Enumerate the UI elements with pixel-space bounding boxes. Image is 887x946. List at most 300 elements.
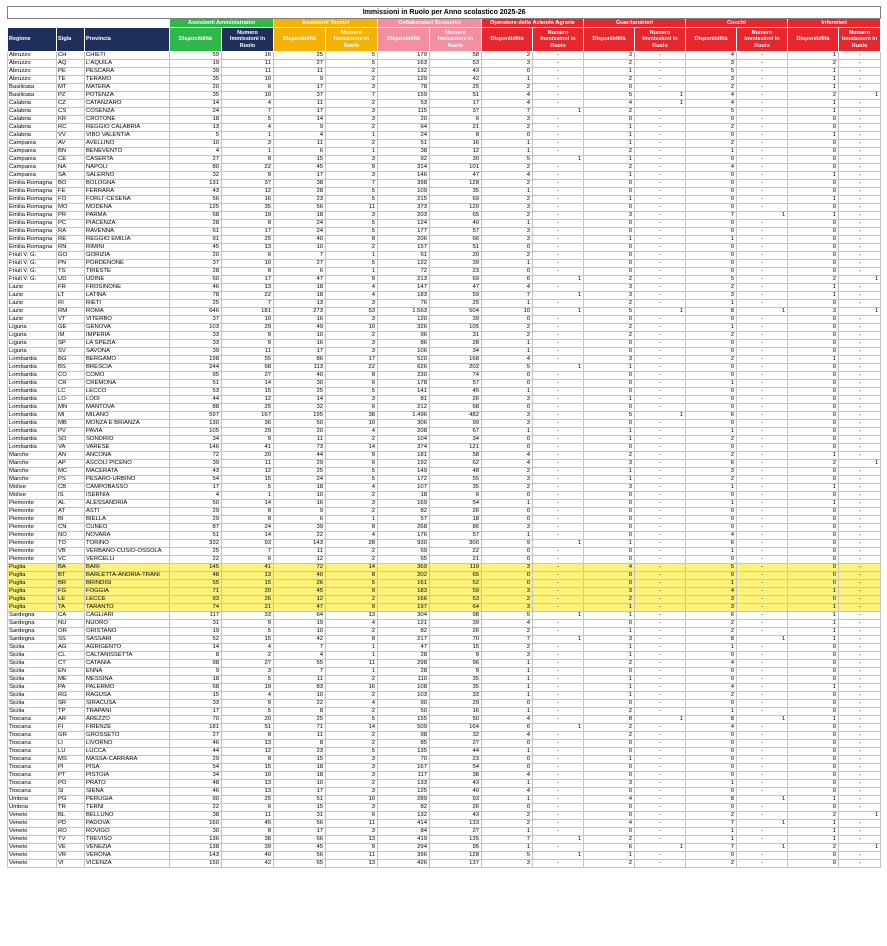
spreadsheet xyxy=(7,6,879,868)
cell-provincia: BARLETTA-ANDRIA-TRANI xyxy=(85,572,170,580)
cell-disponibilita: 0 xyxy=(788,428,839,436)
cell-numero: - xyxy=(533,140,584,148)
cell-numero: 7 xyxy=(326,92,378,100)
cell-disponibilita: 3 xyxy=(584,52,635,60)
cell-numero: - xyxy=(737,628,788,636)
cell-numero: - xyxy=(533,492,584,500)
cell-numero: 62 xyxy=(430,460,482,468)
cell-provincia: PESCARA xyxy=(85,68,170,76)
cell-disponibilita: 2 xyxy=(584,108,635,116)
cell-numero: - xyxy=(737,724,788,732)
table-row xyxy=(8,332,881,340)
cell-numero: - xyxy=(533,532,584,540)
group-header-1: Assistenti Tecnici xyxy=(274,19,378,28)
cell-numero: 1 xyxy=(839,92,881,100)
cell-sigla: SO xyxy=(57,436,85,444)
cell-disponibilita: 11 xyxy=(274,436,326,444)
cell-disponibilita: 12 xyxy=(274,556,326,564)
cell-disponibilita: 0 xyxy=(584,188,635,196)
cell-numero: 3 xyxy=(326,804,378,812)
cell-disponibilita: 39 xyxy=(170,460,222,468)
cell-disponibilita: 39 xyxy=(170,348,222,356)
cell-sigla: SS xyxy=(57,636,85,644)
cell-numero: - xyxy=(635,52,686,60)
cell-disponibilita: 20 xyxy=(274,428,326,436)
cell-numero: 11 xyxy=(326,660,378,668)
table-row xyxy=(8,660,881,668)
cell-provincia: PORDENONE xyxy=(85,260,170,268)
cell-sigla: RN xyxy=(57,244,85,252)
cell-numero: - xyxy=(839,396,881,404)
header-disponibilita-4: Disponibilità xyxy=(584,28,635,52)
cell-disponibilita: 0 xyxy=(788,756,839,764)
cell-numero: 8 xyxy=(326,572,378,580)
cell-numero: 5 xyxy=(326,196,378,204)
cell-regione: Lombardia xyxy=(8,364,57,372)
cell-numero: - xyxy=(533,132,584,140)
cell-disponibilita: 0 xyxy=(788,124,839,132)
cell-disponibilita: 1 xyxy=(482,844,533,852)
cell-numero: 10 xyxy=(326,420,378,428)
cell-provincia: CALTANISSETTA xyxy=(85,652,170,660)
cell-numero: 11 xyxy=(326,820,378,828)
table-row xyxy=(8,564,881,572)
cell-provincia: PIACENZA xyxy=(85,220,170,228)
cell-disponibilita: 2 xyxy=(482,812,533,820)
cell-disponibilita: 80 xyxy=(170,164,222,172)
cell-disponibilita: 1 xyxy=(584,156,635,164)
cell-disponibilita: 7 xyxy=(686,820,737,828)
cell-disponibilita: 0 xyxy=(788,116,839,124)
cell-numero: - xyxy=(737,516,788,524)
cell-disponibilita: 2 xyxy=(482,820,533,828)
cell-numero: - xyxy=(737,804,788,812)
cell-disponibilita: 0 xyxy=(686,756,737,764)
cell-sigla: KR xyxy=(57,116,85,124)
cell-numero: - xyxy=(839,692,881,700)
cell-disponibilita: 0 xyxy=(788,220,839,228)
cell-numero: - xyxy=(737,452,788,460)
cell-disponibilita: 0 xyxy=(788,300,839,308)
cell-disponibilita: 0 xyxy=(788,380,839,388)
cell-disponibilita: 20 xyxy=(170,252,222,260)
cell-disponibilita: 70 xyxy=(378,756,430,764)
cell-numero: 10 xyxy=(222,92,274,100)
cell-provincia: TERAMO xyxy=(85,76,170,84)
cell-numero: 3 xyxy=(222,140,274,148)
cell-numero: 53 xyxy=(430,60,482,68)
cell-provincia: MASSA-CARRARA xyxy=(85,756,170,764)
cell-provincia: TREVISO xyxy=(85,836,170,844)
cell-disponibilita: 5 xyxy=(686,276,737,284)
cell-numero: 31 xyxy=(430,332,482,340)
cell-numero: - xyxy=(533,428,584,436)
cell-numero: - xyxy=(839,556,881,564)
cell-disponibilita: 181 xyxy=(170,724,222,732)
cell-numero: - xyxy=(737,292,788,300)
cell-numero: 1 xyxy=(635,308,686,316)
cell-numero: - xyxy=(635,164,686,172)
cell-disponibilita: 0 xyxy=(788,372,839,380)
cell-numero: 482 xyxy=(430,412,482,420)
cell-disponibilita: 1 xyxy=(686,300,737,308)
cell-disponibilita: 25 xyxy=(170,548,222,556)
cell-disponibilita: 2 xyxy=(482,196,533,204)
cell-numero: 38 xyxy=(222,836,274,844)
cell-provincia: ANCONA xyxy=(85,452,170,460)
cell-sigla: GO xyxy=(57,252,85,260)
cell-disponibilita: 0 xyxy=(584,804,635,812)
cell-numero: 16 xyxy=(326,684,378,692)
cell-numero: - xyxy=(737,244,788,252)
cell-numero: 1 xyxy=(326,516,378,524)
cell-provincia: BERGAMO xyxy=(85,356,170,364)
cell-numero: 37 xyxy=(222,180,274,188)
cell-numero: - xyxy=(839,700,881,708)
cell-disponibilita: 10 xyxy=(274,492,326,500)
cell-disponibilita: 7 xyxy=(482,292,533,300)
cell-numero: - xyxy=(839,388,881,396)
cell-numero: - xyxy=(737,692,788,700)
cell-numero: - xyxy=(737,172,788,180)
cell-disponibilita: 1 xyxy=(482,692,533,700)
cell-regione: Campania xyxy=(8,164,57,172)
table-row xyxy=(8,852,881,860)
cell-numero: - xyxy=(635,236,686,244)
cell-disponibilita: 1 xyxy=(788,484,839,492)
cell-regione: Abruzzo xyxy=(8,76,57,84)
cell-numero: - xyxy=(737,676,788,684)
cell-disponibilita: 197 xyxy=(378,604,430,612)
cell-disponibilita: 0 xyxy=(482,572,533,580)
cell-disponibilita: 178 xyxy=(378,380,430,388)
cell-numero: - xyxy=(839,716,881,724)
cell-regione: Lombardia xyxy=(8,396,57,404)
cell-numero: - xyxy=(533,460,584,468)
cell-numero: - xyxy=(635,580,686,588)
cell-provincia: VITERBO xyxy=(85,316,170,324)
cell-disponibilita: 120 xyxy=(378,316,430,324)
cell-numero: 8 xyxy=(326,372,378,380)
table-row xyxy=(8,740,881,748)
cell-numero: - xyxy=(737,764,788,772)
cell-numero: - xyxy=(737,444,788,452)
cell-sigla: AG xyxy=(57,644,85,652)
cell-disponibilita: 0 xyxy=(584,316,635,324)
cell-numero: 9 xyxy=(222,436,274,444)
cell-numero: - xyxy=(839,764,881,772)
table-row xyxy=(8,468,881,476)
cell-disponibilita: 143 xyxy=(170,852,222,860)
cell-disponibilita: 2 xyxy=(788,844,839,852)
cell-numero: - xyxy=(737,540,788,548)
cell-sigla: VA xyxy=(57,444,85,452)
cell-numero: - xyxy=(635,436,686,444)
cell-provincia: SASSARI xyxy=(85,636,170,644)
cell-numero: - xyxy=(737,324,788,332)
cell-regione: Umbria xyxy=(8,804,57,812)
cell-disponibilita: 0 xyxy=(584,228,635,236)
cell-regione: Lombardia xyxy=(8,420,57,428)
cell-numero: - xyxy=(737,852,788,860)
cell-numero: 3 xyxy=(326,156,378,164)
cell-numero: - xyxy=(737,252,788,260)
cell-disponibilita: 419 xyxy=(378,836,430,844)
cell-numero: - xyxy=(533,420,584,428)
cell-numero: - xyxy=(533,860,584,868)
cell-sigla: PV xyxy=(57,428,85,436)
cell-numero: - xyxy=(839,84,881,92)
table-row xyxy=(8,212,881,220)
cell-disponibilita: 16 xyxy=(274,500,326,508)
cell-numero: 15 xyxy=(222,388,274,396)
cell-numero: 34 xyxy=(430,348,482,356)
cell-numero: 57 xyxy=(430,228,482,236)
cell-disponibilita: 0 xyxy=(788,700,839,708)
cell-numero: 35 xyxy=(222,204,274,212)
cell-provincia: FIRENZE xyxy=(85,724,170,732)
cell-regione: Basilicata xyxy=(8,92,57,100)
table-row xyxy=(8,372,881,380)
cell-disponibilita: 22 xyxy=(170,556,222,564)
cell-numero: 41 xyxy=(222,444,274,452)
cell-disponibilita: 95 xyxy=(170,372,222,380)
cell-disponibilita: 133 xyxy=(378,780,430,788)
cell-numero: 4 xyxy=(222,124,274,132)
cell-numero: 167 xyxy=(222,412,274,420)
cell-disponibilita: 1 xyxy=(482,76,533,84)
cell-disponibilita: 146 xyxy=(378,172,430,180)
cell-numero: 8 xyxy=(222,756,274,764)
cell-provincia: COSENZA xyxy=(85,108,170,116)
cell-disponibilita: 1 xyxy=(482,748,533,756)
cell-disponibilita: 0 xyxy=(686,652,737,660)
cell-sigla: LU xyxy=(57,748,85,756)
cell-numero: 105 xyxy=(430,324,482,332)
table-row xyxy=(8,556,881,564)
cell-numero: 40 xyxy=(430,788,482,796)
cell-disponibilita: 0 xyxy=(788,708,839,716)
cell-disponibilita: 0 xyxy=(686,260,737,268)
cell-provincia: PRATO xyxy=(85,780,170,788)
cell-numero: 11 xyxy=(222,68,274,76)
cell-disponibilita: 17 xyxy=(274,172,326,180)
cell-numero: - xyxy=(635,356,686,364)
cell-provincia: SALERNO xyxy=(85,172,170,180)
cell-disponibilita: 2 xyxy=(482,212,533,220)
cell-numero: 67 xyxy=(430,428,482,436)
cell-disponibilita: 42 xyxy=(274,636,326,644)
cell-numero: - xyxy=(737,140,788,148)
cell-disponibilita: 1 xyxy=(482,668,533,676)
cell-disponibilita: 10 xyxy=(274,692,326,700)
cell-disponibilita: 206 xyxy=(378,236,430,244)
cell-numero: - xyxy=(533,756,584,764)
cell-provincia: ALESSANDRIA xyxy=(85,500,170,508)
cell-disponibilita: 2 xyxy=(482,252,533,260)
cell-sigla: NU xyxy=(57,620,85,628)
cell-disponibilita: 0 xyxy=(788,436,839,444)
cell-numero: - xyxy=(533,596,584,604)
cell-numero: 6 xyxy=(222,84,274,92)
cell-numero: - xyxy=(839,140,881,148)
cell-numero: - xyxy=(635,740,686,748)
cell-numero: - xyxy=(533,812,584,820)
cell-disponibilita: 29 xyxy=(170,756,222,764)
cell-numero: 11 xyxy=(222,460,274,468)
cell-sigla: TO xyxy=(57,540,85,548)
cell-disponibilita: 273 xyxy=(274,308,326,316)
cell-provincia: REGGIO CALABRIA xyxy=(85,124,170,132)
cell-sigla: RC xyxy=(57,124,85,132)
cell-numero: 5 xyxy=(222,628,274,636)
cell-numero: 14 xyxy=(222,380,274,388)
cell-numero: 9 xyxy=(326,844,378,852)
cell-numero: - xyxy=(839,492,881,500)
cell-disponibilita: 17 xyxy=(274,788,326,796)
cell-numero: - xyxy=(635,652,686,660)
cell-disponibilita: 0 xyxy=(584,340,635,348)
cell-disponibilita: 0 xyxy=(788,180,839,188)
cell-disponibilita: 4 xyxy=(482,100,533,108)
cell-numero: 6 xyxy=(222,252,274,260)
cell-disponibilita: 22 xyxy=(170,804,222,812)
cell-numero: - xyxy=(737,180,788,188)
table-row xyxy=(8,780,881,788)
cell-disponibilita: 50 xyxy=(274,420,326,428)
cell-numero: 44 xyxy=(430,748,482,756)
cell-provincia: L'AQUILA xyxy=(85,60,170,68)
cell-numero: - xyxy=(533,604,584,612)
cell-regione: Toscana xyxy=(8,780,57,788)
cell-numero: - xyxy=(635,292,686,300)
cell-disponibilita: 5 xyxy=(482,612,533,620)
cell-disponibilita: 135 xyxy=(378,748,430,756)
table-row xyxy=(8,804,881,812)
cell-disponibilita: 5 xyxy=(482,852,533,860)
cell-disponibilita: 8 xyxy=(686,308,737,316)
cell-numero: 15 xyxy=(222,476,274,484)
cell-numero: - xyxy=(737,700,788,708)
cell-disponibilita: 7 xyxy=(686,844,737,852)
cell-regione: Puglia xyxy=(8,564,57,572)
cell-numero: 15 xyxy=(430,644,482,652)
cell-disponibilita: 103 xyxy=(170,324,222,332)
cell-numero: - xyxy=(635,524,686,532)
cell-disponibilita: 0 xyxy=(788,548,839,556)
cell-numero: - xyxy=(635,284,686,292)
cell-provincia: LUCCA xyxy=(85,748,170,756)
cell-numero: 6 xyxy=(222,556,274,564)
cell-disponibilita: 3 xyxy=(482,652,533,660)
cell-numero: - xyxy=(737,372,788,380)
cell-disponibilita: 0 xyxy=(584,380,635,388)
cell-disponibilita: 0 xyxy=(788,156,839,164)
cell-disponibilita: 0 xyxy=(584,420,635,428)
cell-regione: Calabria xyxy=(8,100,57,108)
cell-numero: - xyxy=(737,428,788,436)
immissioni-table xyxy=(7,6,881,868)
cell-numero: 9 xyxy=(222,172,274,180)
cell-regione: Lombardia xyxy=(8,388,57,396)
cell-disponibilita: 0 xyxy=(788,316,839,324)
cell-disponibilita: 14 xyxy=(274,116,326,124)
cell-disponibilita: 0 xyxy=(482,508,533,516)
cell-numero: - xyxy=(737,644,788,652)
cell-numero: 1 xyxy=(737,796,788,804)
cell-disponibilita: 0 xyxy=(788,564,839,572)
cell-disponibilita: 8 xyxy=(686,716,737,724)
cell-disponibilita: 117 xyxy=(378,772,430,780)
cell-sigla: TE xyxy=(57,76,85,84)
cell-numero: - xyxy=(533,244,584,252)
cell-numero: 1 xyxy=(533,276,584,284)
cell-provincia: VARESE xyxy=(85,444,170,452)
cell-numero: 10 xyxy=(326,796,378,804)
cell-numero: 8 xyxy=(222,732,274,740)
cell-disponibilita: 10 xyxy=(274,332,326,340)
cell-disponibilita: 8 xyxy=(686,796,737,804)
cell-numero: - xyxy=(635,300,686,308)
cell-sigla: GR xyxy=(57,732,85,740)
cell-disponibilita: 4 xyxy=(584,820,635,828)
cell-disponibilita: 1 xyxy=(788,796,839,804)
cell-regione: Campania xyxy=(8,148,57,156)
cell-numero: - xyxy=(635,132,686,140)
cell-numero: - xyxy=(533,188,584,196)
cell-disponibilita: 0 xyxy=(584,244,635,252)
cell-disponibilita: 0 xyxy=(584,444,635,452)
cell-numero: 70 xyxy=(430,636,482,644)
cell-disponibilita: 40 xyxy=(274,372,326,380)
cell-disponibilita: 3 xyxy=(482,524,533,532)
cell-sigla: VT xyxy=(57,316,85,324)
table-row xyxy=(8,308,881,316)
cell-numero: - xyxy=(839,660,881,668)
cell-disponibilita: 1 xyxy=(482,532,533,540)
cell-regione: Veneto xyxy=(8,860,57,868)
cell-regione: Friuli V. G. xyxy=(8,252,57,260)
cell-disponibilita: 66 xyxy=(274,836,326,844)
cell-provincia: CUNEO xyxy=(85,524,170,532)
cell-sigla: LE xyxy=(57,596,85,604)
cell-numero: - xyxy=(635,708,686,716)
cell-provincia: MANTOVA xyxy=(85,404,170,412)
table-row xyxy=(8,396,881,404)
cell-numero: 34 xyxy=(430,436,482,444)
cell-disponibilita: 304 xyxy=(378,612,430,620)
cell-numero: 68 xyxy=(430,404,482,412)
cell-disponibilita: 183 xyxy=(378,292,430,300)
table-body xyxy=(8,52,881,868)
cell-disponibilita: 1 xyxy=(788,68,839,76)
cell-numero: - xyxy=(737,668,788,676)
cell-numero: - xyxy=(839,244,881,252)
cell-disponibilita: 3 xyxy=(482,588,533,596)
cell-regione: Calabria xyxy=(8,124,57,132)
cell-numero: - xyxy=(737,60,788,68)
table-row xyxy=(8,444,881,452)
cell-disponibilita: 1 xyxy=(584,476,635,484)
cell-disponibilita: 15 xyxy=(274,804,326,812)
cell-numero: - xyxy=(533,620,584,628)
cell-numero: 10 xyxy=(326,324,378,332)
cell-disponibilita: 87 xyxy=(170,524,222,532)
cell-disponibilita: 1 xyxy=(584,140,635,148)
cell-numero: 9 xyxy=(430,668,482,676)
cell-disponibilita: 6 xyxy=(584,844,635,852)
cell-numero: 11 xyxy=(222,348,274,356)
